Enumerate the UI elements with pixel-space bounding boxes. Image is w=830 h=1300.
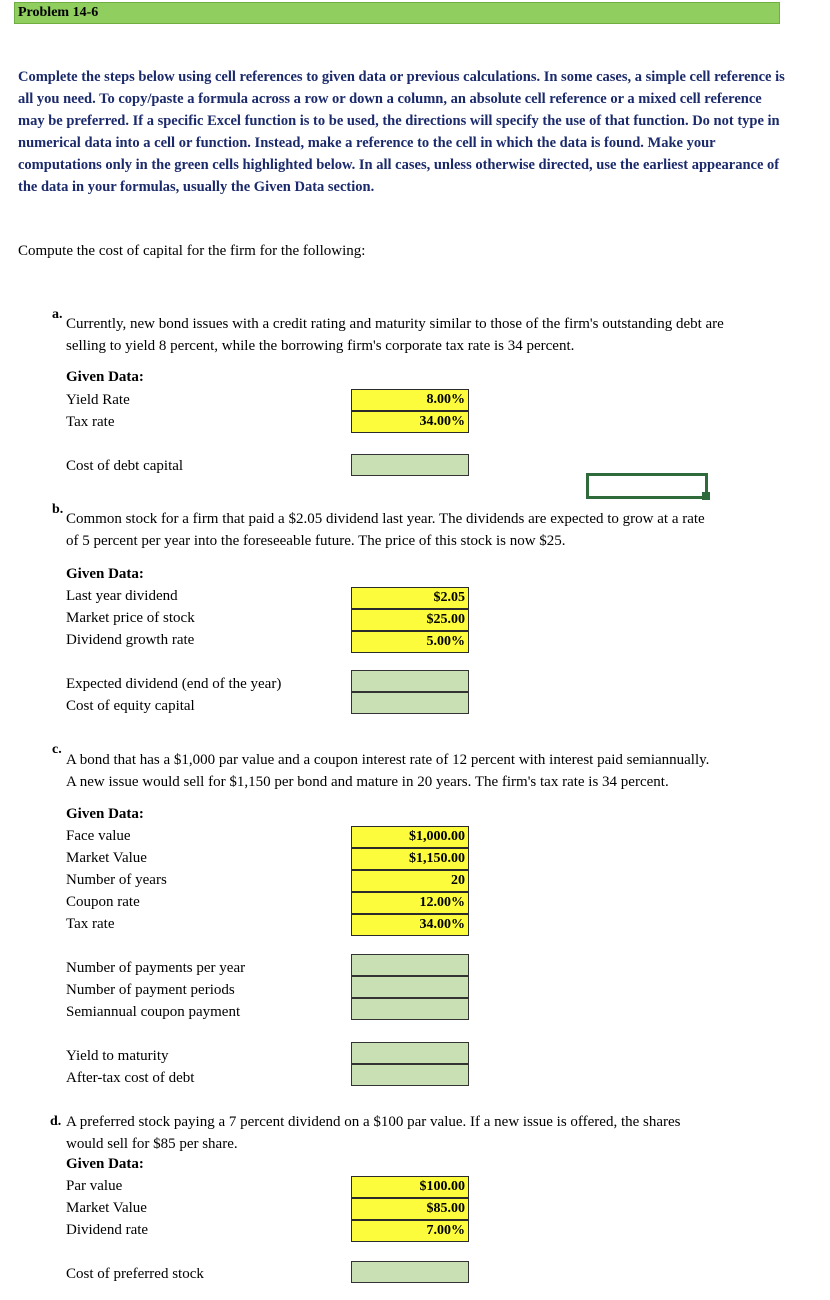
part-d-label-cost-preferred: Cost of preferred stock [66, 1266, 204, 1282]
part-d-par-cell[interactable]: $100.00 [351, 1176, 469, 1198]
part-c-label-years: Number of years [66, 872, 167, 888]
part-d-label-market: Market Value [66, 1200, 147, 1216]
part-a-tax-cell[interactable]: 34.00% [351, 411, 469, 433]
part-d-label-par: Par value [66, 1178, 123, 1194]
part-c-label-payments-per-year: Number of payments per year [66, 960, 246, 976]
part-c-coupon-cell[interactable]: 12.00% [351, 892, 469, 914]
part-c-label-market: Market Value [66, 850, 147, 866]
part-b-dividend-cell[interactable]: $2.05 [351, 587, 469, 609]
part-c-line2: A new issue would sell for $1,150 per bond and mature in 20 years. The firm's tax rate is 34 percent. [66, 774, 669, 790]
part-c-ytm-cell[interactable] [351, 1042, 469, 1064]
part-d-market-cell[interactable]: $85.00 [351, 1198, 469, 1220]
part-a-line1: Currently, new bond issues with a credit rating and maturity similar to those of the firm's outstanding debt are [66, 316, 724, 332]
part-c-given-label: Given Data: [66, 806, 144, 822]
part-b-given-label: Given Data: [66, 566, 144, 582]
part-a-cost-debt-cell[interactable] [351, 454, 469, 476]
part-b-growth-cell[interactable]: 5.00% [351, 631, 469, 653]
part-c-label-coupon-payment: Semiannual coupon payment [66, 1004, 241, 1020]
part-a-line2: selling to yield 8 percent, while the borrowing firm's corporate tax rate is 34 percent. [66, 338, 575, 354]
instructions-text: Complete the steps below using cell references to given data or previous calculations. In some cases, a simple cell reference is all you need. To copy/paste a formula across a row or down a column, an absolute cell reference or a mixed cell reference may be preferred. If a specific Excel function is to be used, the directions will specify the use of that function. Do not type in numerical data into a cell or function. Instead, make a reference to the cell in which the data is found. Make your computations only in the green cells highlighted below. In all cases, unless otherwise directed, use the earliest appearance of the data in your formulas, usually the Given Data section. [18, 69, 785, 195]
part-d-line2: would sell for $85 per share. [66, 1136, 238, 1152]
part-c-letter: c. [52, 742, 62, 757]
intro-text: Compute the cost of capital for the firm for the following: [18, 243, 366, 259]
part-d-letter: d. [50, 1114, 62, 1129]
part-b-label-expected-dividend: Expected dividend (end of the year) [66, 676, 282, 692]
part-c-label-coupon: Coupon rate [66, 894, 140, 910]
part-d-label-dividend-rate: Dividend rate [66, 1222, 149, 1238]
part-b-expected-dividend-cell[interactable] [351, 670, 469, 692]
part-a-label-tax: Tax rate [66, 414, 115, 430]
part-d-dividend-rate-cell[interactable]: 7.00% [351, 1220, 469, 1242]
problem-title: Problem 14-6 [18, 5, 99, 20]
part-c-market-cell[interactable]: $1,150.00 [351, 848, 469, 870]
part-a-label-cost-debt: Cost of debt capital [66, 458, 184, 474]
part-b-label-price: Market price of stock [66, 610, 195, 626]
part-a-given-label: Given Data: [66, 369, 144, 385]
part-c-coupon-payment-cell[interactable] [351, 998, 469, 1020]
part-c-line1: A bond that has a $1,000 par value and a coupon interest rate of 12 percent with interest paid semiannually. [66, 752, 710, 768]
part-c-label-payment-periods: Number of payment periods [66, 982, 235, 998]
part-b-letter: b. [52, 502, 64, 517]
part-c-years-cell[interactable]: 20 [351, 870, 469, 892]
part-c-payments-per-year-cell[interactable] [351, 954, 469, 976]
part-c-label-after-tax-debt: After-tax cost of debt [66, 1070, 195, 1086]
part-c-label-tax: Tax rate [66, 916, 115, 932]
part-b-label-cost-equity: Cost of equity capital [66, 698, 195, 714]
part-c-tax-cell[interactable]: 34.00% [351, 914, 469, 936]
part-c-label-ytm: Yield to maturity [66, 1048, 169, 1064]
part-b-price-cell[interactable]: $25.00 [351, 609, 469, 631]
part-a-yield-cell[interactable]: 8.00% [351, 389, 469, 411]
fill-handle[interactable] [702, 492, 710, 500]
part-b-label-growth: Dividend growth rate [66, 632, 195, 648]
part-a-letter: a. [52, 307, 63, 322]
part-c-face-cell[interactable]: $1,000.00 [351, 826, 469, 848]
part-a-label-yield: Yield Rate [66, 392, 130, 408]
part-d-line1: A preferred stock paying a 7 percent dividend on a $100 par value. If a new issue is offered, the shares [66, 1114, 681, 1130]
part-b-label-dividend: Last year dividend [66, 588, 178, 604]
selected-cell-cursor[interactable] [586, 473, 708, 499]
part-d-given-label: Given Data: [66, 1156, 144, 1172]
part-b-line1: Common stock for a firm that paid a $2.05 dividend last year. The dividends are expected to grow at a rate [66, 511, 705, 527]
part-b-cost-equity-cell[interactable] [351, 692, 469, 714]
part-c-label-face: Face value [66, 828, 131, 844]
part-d-cost-preferred-cell[interactable] [351, 1261, 469, 1283]
header-bar [14, 2, 780, 24]
part-c-after-tax-debt-cell[interactable] [351, 1064, 469, 1086]
part-b-line2: of 5 percent per year into the foreseeable future. The price of this stock is now $25. [66, 533, 566, 549]
part-c-payment-periods-cell[interactable] [351, 976, 469, 998]
